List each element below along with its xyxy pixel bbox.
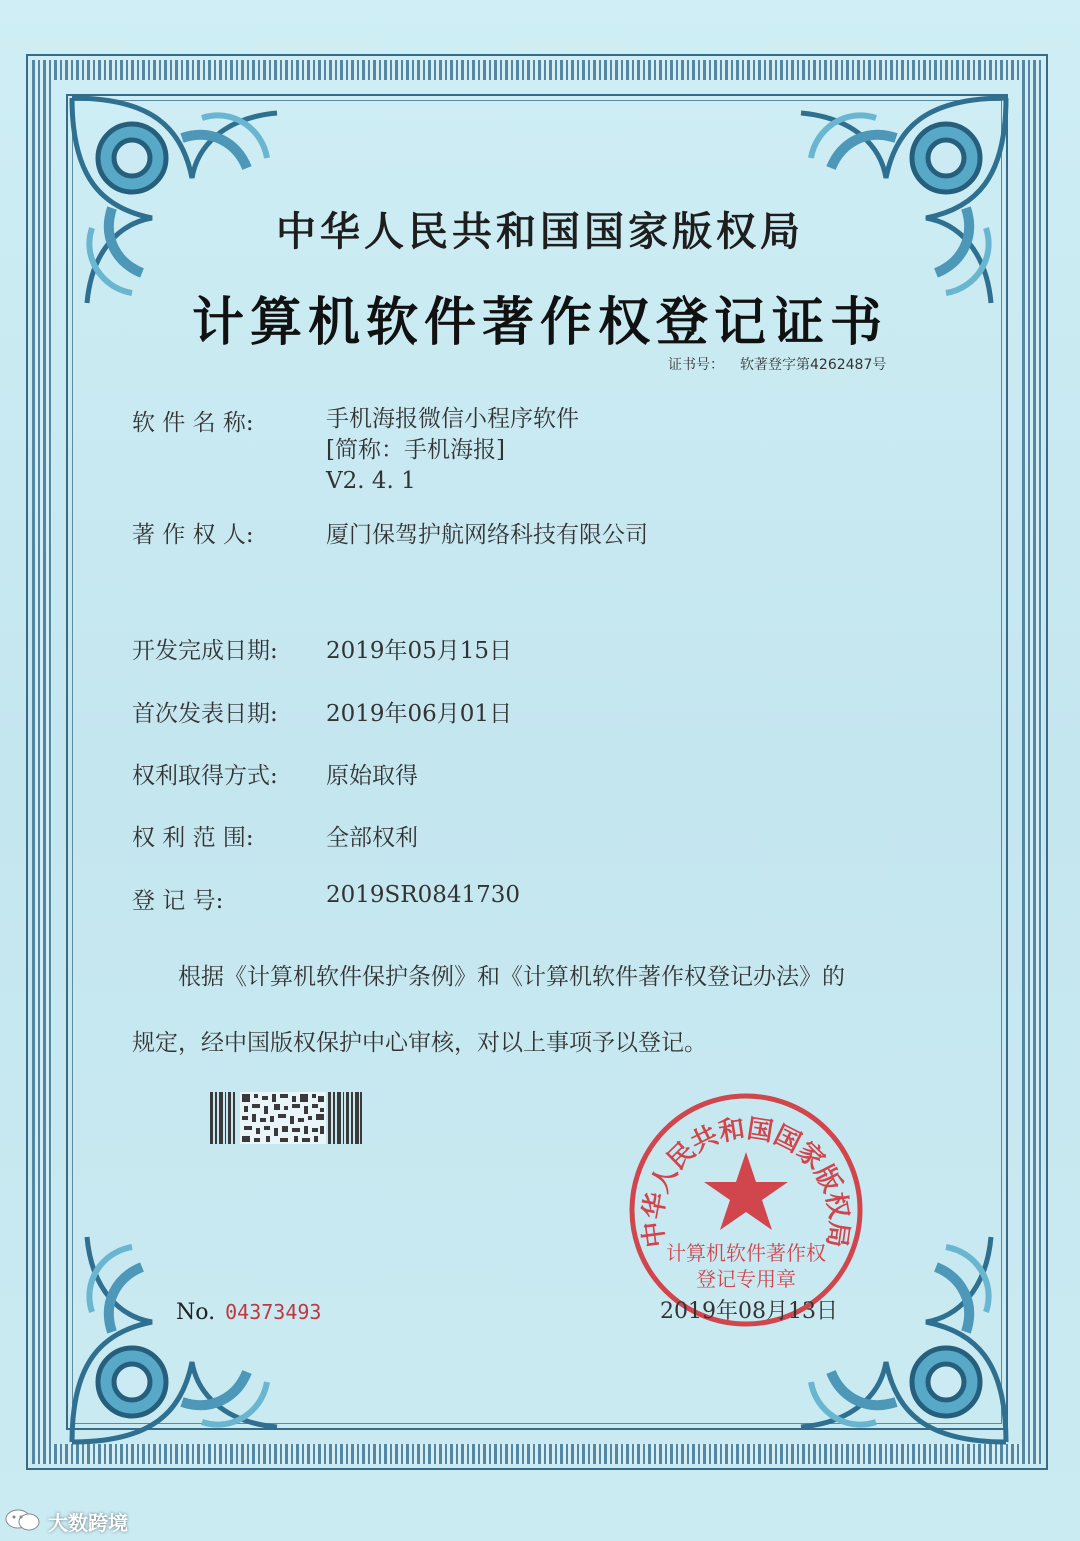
software-short-name-line: [简称：手机海报] xyxy=(326,437,505,463)
field-value: 原始取得 xyxy=(326,763,418,789)
serial-number xyxy=(176,1300,321,1325)
field-value xyxy=(326,404,579,497)
seal-star-icon xyxy=(704,1152,788,1230)
certificate-number-value: 软著登字第4262487号 xyxy=(740,357,887,373)
field-value: 2019年05月15日 xyxy=(326,638,513,664)
issuing-authority: 中华人民共和国国家版权局 xyxy=(276,208,804,255)
field-label: 权 利 范 围: xyxy=(132,825,254,851)
field-value: 厦门保驾护航网络科技有限公司 xyxy=(326,522,648,548)
field-label: 首次发表日期: xyxy=(132,701,278,727)
wechat-logo-icon xyxy=(4,1507,42,1533)
software-name-line: 手机海报微信小程序软件 xyxy=(326,406,579,432)
statement xyxy=(132,944,982,1076)
serial-value: 04373493 xyxy=(225,1300,322,1324)
watermark xyxy=(0,1505,180,1535)
software-version-line: V2. 4. 1 xyxy=(326,468,416,494)
serial-label: No. xyxy=(176,1300,216,1325)
certificate-number xyxy=(668,354,886,374)
statement-line-2: 规定，经中国版权保护中心审核，对以上事项予以登记。 xyxy=(132,1030,707,1056)
field-label: 权利取得方式: xyxy=(132,763,278,789)
field-label: 开发完成日期: xyxy=(132,638,278,664)
seal-ring-text: 中华人民共和国国家版权局 xyxy=(638,1114,854,1250)
field-label: 登 记 号: xyxy=(132,888,224,914)
seal-inner-line-2: 登记专用章 xyxy=(696,1267,796,1291)
field-value: 全部权利 xyxy=(326,825,418,851)
field-value: 2019年06月01日 xyxy=(326,701,513,727)
qr-code-icon xyxy=(240,1092,326,1144)
field-label: 软 件 名 称: xyxy=(132,410,254,436)
corner-ornament-bottom-left xyxy=(62,1222,292,1452)
certificate-title: 计算机软件著作权登记证书 xyxy=(191,292,888,353)
field-label: 著 作 权 人: xyxy=(132,522,254,548)
certificate-number-label: 证书号： xyxy=(668,357,724,373)
statement-line-1: 根据《计算机软件保护条例》和《计算机软件著作权登记办法》的 xyxy=(178,964,845,990)
seal-inner-line-1: 计算机软件著作权 xyxy=(666,1241,826,1265)
watermark-text: 大数跨境 xyxy=(48,1511,128,1535)
issue-date: 2019年08月13日 xyxy=(660,1299,838,1324)
field-value: 2019SR0841730 xyxy=(326,882,521,908)
